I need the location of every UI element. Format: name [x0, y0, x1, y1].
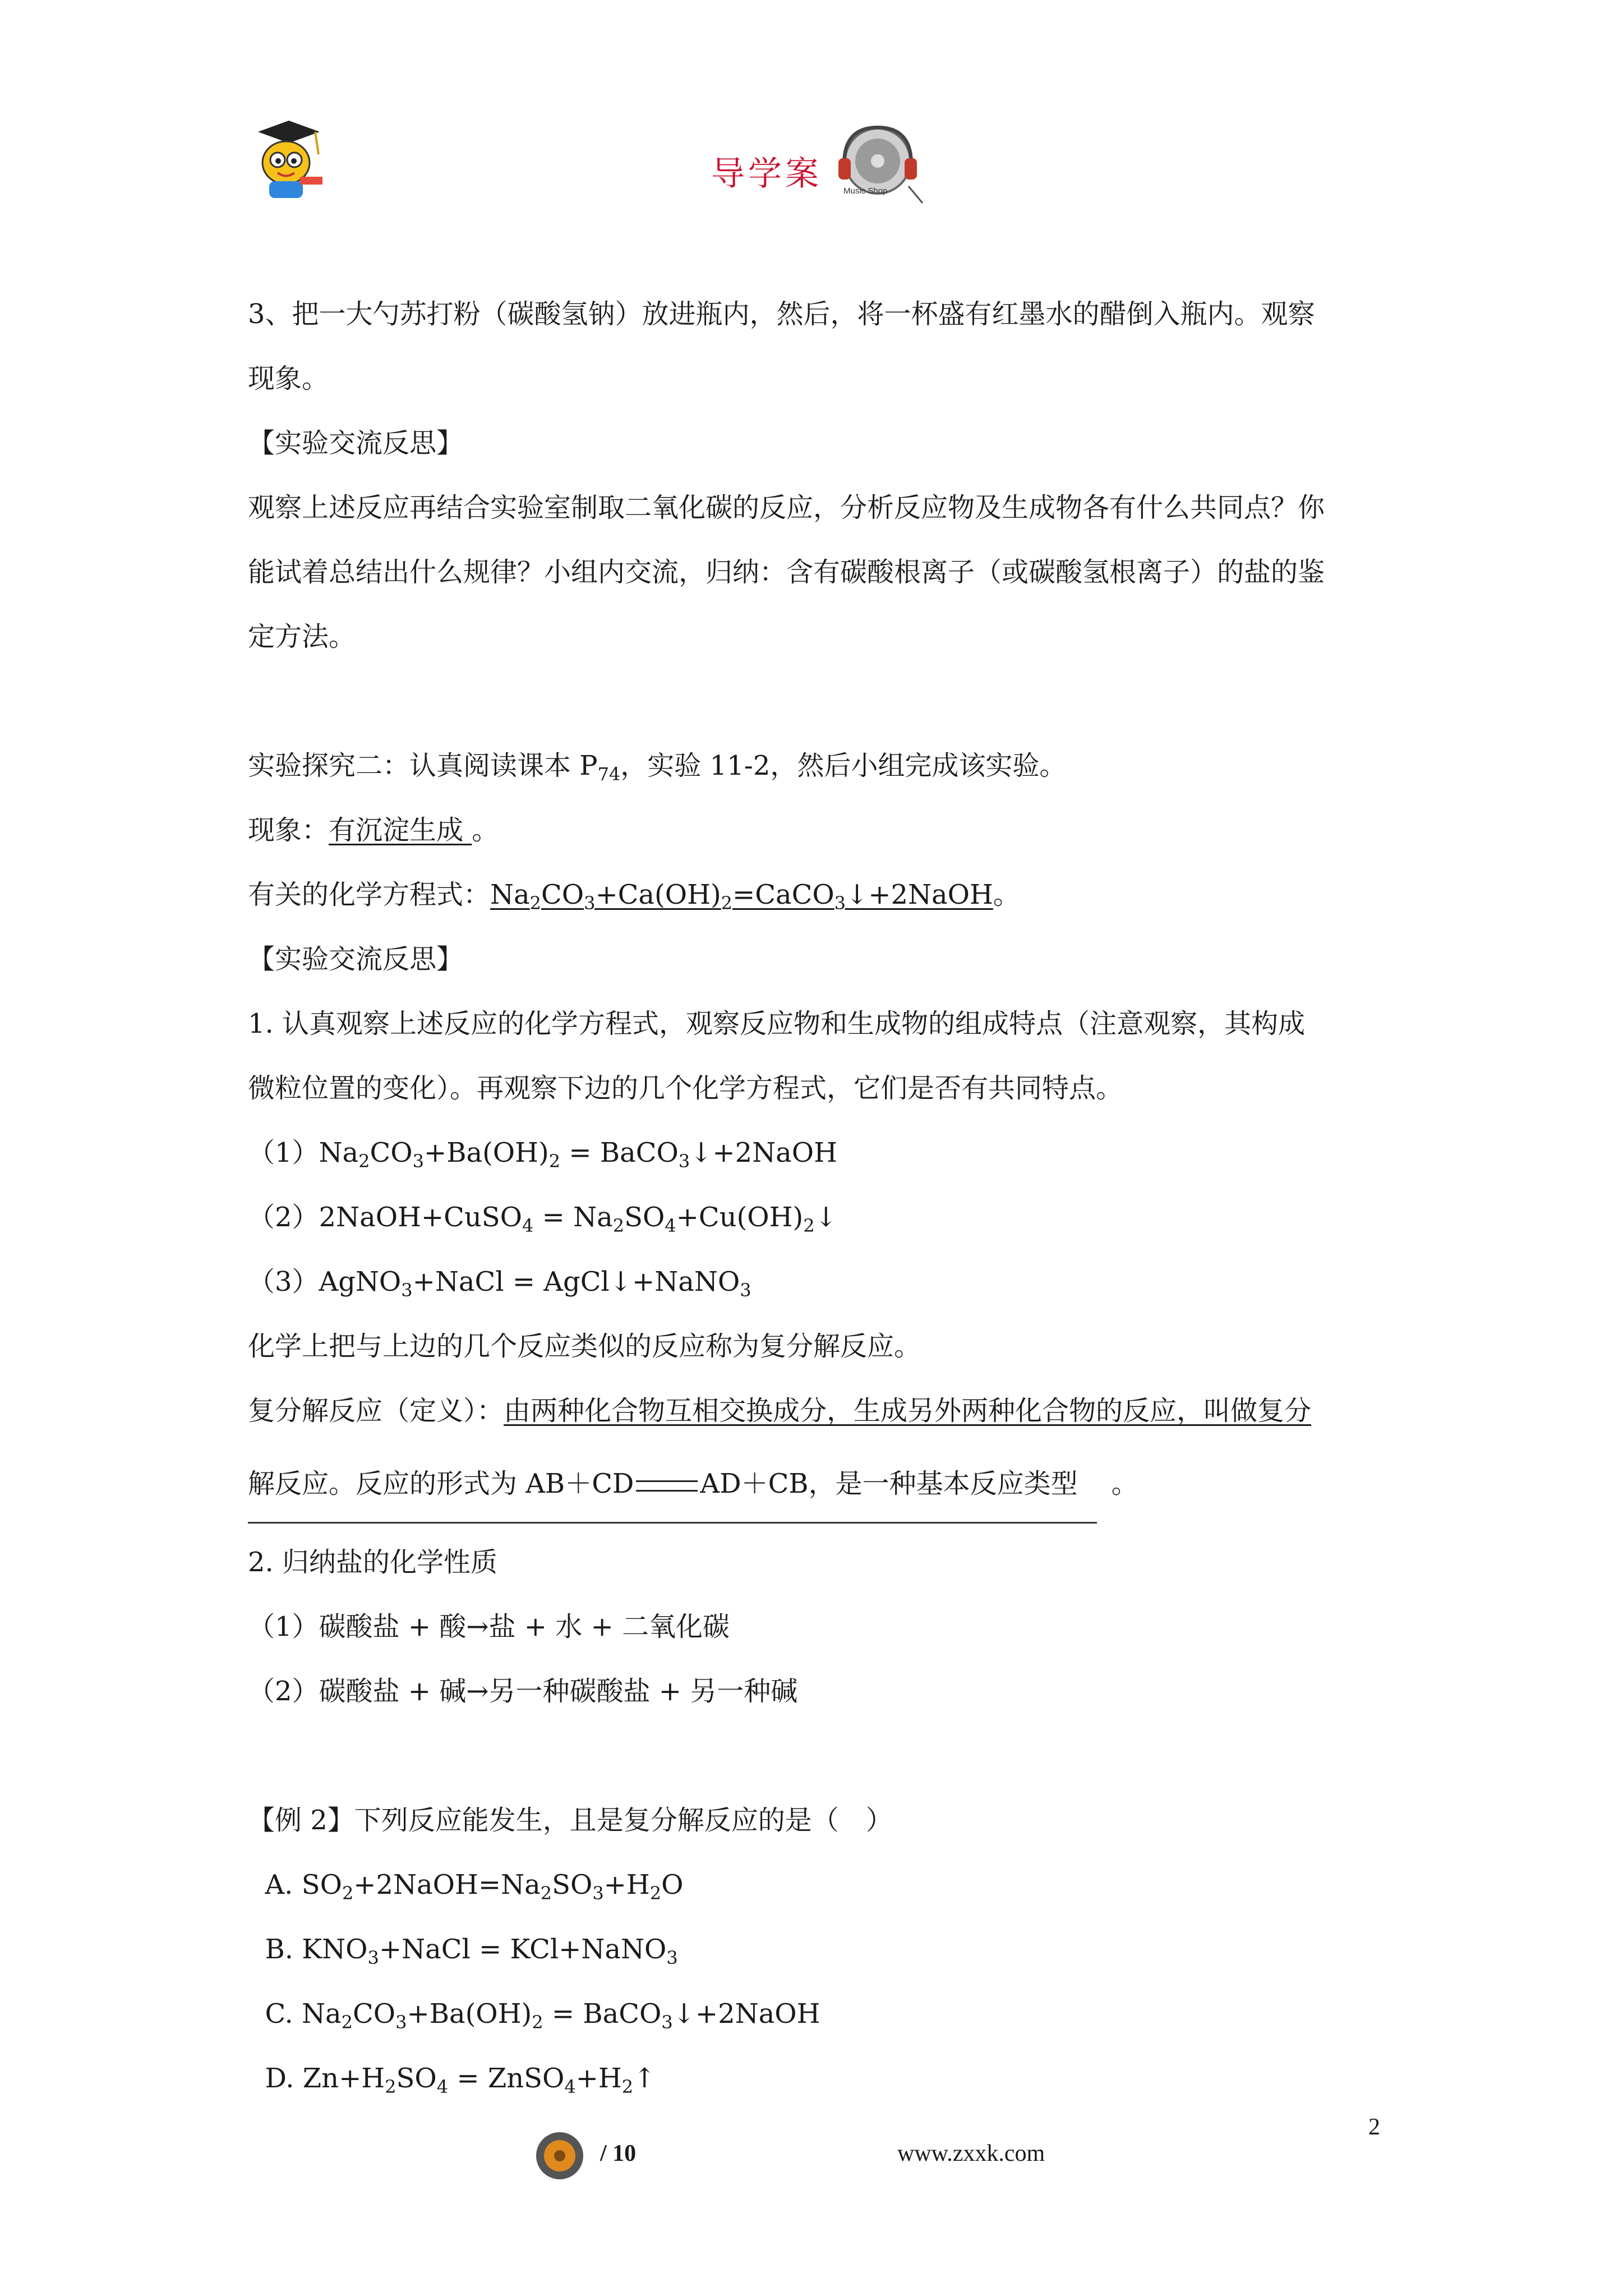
reaction-form-a: 解反应。反应的形式为 AB＋CD — [248, 1468, 634, 1499]
experiment-two-text-b: ，实验 11-2，然后小组完成该实验。 — [620, 750, 1067, 781]
reaction-form-b: AD＋CB，是一种基本反应类型 — [700, 1468, 1078, 1499]
observation-text-1: 1. 认真观察上述反应的化学方程式，观察反应物和生成物的组成特点（注意观察，其构成 — [248, 1008, 1306, 1039]
phenomenon-label: 现象： — [248, 815, 329, 846]
definition-answer: 由两种化合物互相交换成分，生成另外两种化合物的反应，叫做复分 — [504, 1395, 1312, 1427]
definition-line-1 — [248, 1394, 1311, 1428]
salt-property-2: （2）碳酸盐 + 碱→另一种碳酸盐 + 另一种碱 — [248, 1676, 798, 1707]
section-heading-reflection-1: 【实验交流反思】 — [248, 427, 464, 459]
graduate-mascot-icon — [247, 115, 331, 205]
salt-property-1: （1）碳酸盐 + 酸→盐 + 水 + 二氧化碳 — [248, 1611, 730, 1642]
reflection-text-1: 观察上述反应再结合实验室制取二氧化碳的反应，分析反应物及生成物各有什么共同点？你 — [248, 492, 1325, 523]
double-equals-sign — [636, 1480, 698, 1492]
equation-3: （3）AgNO$_3$+NaCl = AgCl↓+NaNO$_3$ — [248, 1266, 751, 1301]
music-shop-badge-icon — [836, 119, 925, 209]
equation-end: 。 — [993, 879, 1020, 910]
section-heading-reflection-2: 【实验交流反思】 — [248, 944, 464, 975]
phenomenon-end: 。 — [472, 815, 499, 846]
double-decomposition-intro: 化学上把与上边的几个反应类似的反应称为复分解反应。 — [248, 1331, 921, 1362]
option-c[interactable]: C. $Na_2CO_3+Ba(OH)_2$ = BaCO$_3$↓+2NaOH — [248, 1998, 820, 2033]
salt-properties-heading: 2. 归纳盐的化学性质 — [248, 1547, 498, 1578]
definition-line-2 — [248, 1467, 1138, 1501]
experiment-two-intro — [248, 749, 1066, 783]
equation-label: 有关的化学方程式： — [248, 879, 491, 910]
experiment-two-text-a: 实验探究二：认真阅读课本 P — [248, 750, 598, 781]
equation-answer: $Na_2CO_3+Ca(OH)_2=CaCO_3↓+2NaOH$ — [490, 879, 993, 914]
answer-underline — [248, 1522, 1097, 1524]
phenomenon-answer: 有沉淀生成 — [329, 815, 472, 846]
page-number: 2 — [1368, 2114, 1380, 2140]
reflection-text-3: 定方法。 — [248, 621, 356, 652]
definition-label: 复分解反应（定义）： — [248, 1395, 504, 1427]
page-title: 导学案 — [711, 154, 822, 194]
option-a[interactable]: A. $SO_2+2NaOH=Na_2SO_3+H_2O$ — [248, 1869, 684, 1904]
disc-icon — [534, 2131, 585, 2181]
site-url[interactable]: www.zxxk.com — [897, 2141, 1045, 2166]
equation-1: $(1)Na_2CO_3+Ba(OH)_2$ = BaCO$_3$↓+2NaOH — [248, 1137, 837, 1172]
phenomenon-line — [248, 813, 499, 847]
reflection-text-2: 能试着总结出什么规律？小组内交流，归纳：含有碳酸根离子（或碳酸氢根离子）的盐的鉴 — [248, 556, 1325, 588]
reaction-form-end: 。 — [1111, 1468, 1138, 1499]
option-b[interactable]: B. $KNO_3+NaCl$ = KCl+NaNO$_3$ — [248, 1934, 678, 1968]
equation-line — [248, 878, 1020, 912]
badge-text: Music Shop — [843, 186, 888, 196]
page-ref-sub: 74 — [597, 763, 621, 785]
page-count: / 10 — [600, 2141, 637, 2166]
observation-text-2: 微粒位置的变化）。再观察下边的几个化学方程式，它们是否有共同特点。 — [248, 1073, 1123, 1104]
example-2-question: 【例 2】下列反应能发生，且是复分解反应的是（ ） — [248, 1805, 893, 1836]
option-d[interactable]: D. $Zn+H_2SO_4$ = $ZnSO_4+H_2↑$ — [248, 2063, 656, 2097]
equation-2: （2）2NaOH+CuSO$_4$ = $Na_2SO_4+Cu(OH)_2↓$ — [248, 1202, 837, 1236]
experiment-step-3: 3、把一大勺苏打粉（碳酸氢钠）放进瓶内，然后，将一杯盛有红墨水的醋倒入瓶内。观察 — [248, 298, 1315, 330]
experiment-step-3-cont: 现象。 — [248, 363, 329, 394]
